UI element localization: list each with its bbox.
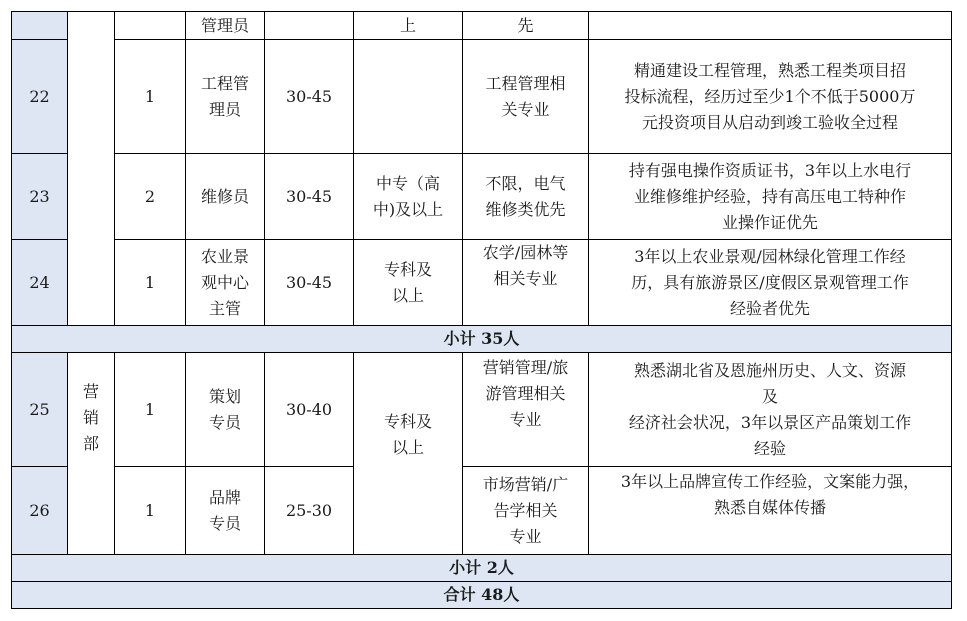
position-cell bbox=[186, 353, 265, 467]
department-char: 部 bbox=[82, 434, 99, 453]
education-line: 以上 bbox=[391, 438, 424, 457]
count-cell: 1 bbox=[115, 467, 186, 555]
position-line: 专员 bbox=[208, 412, 241, 432]
table-row bbox=[12, 240, 952, 326]
age-cell bbox=[265, 12, 354, 40]
position-line: 策划 bbox=[208, 386, 241, 406]
row-number-cell bbox=[12, 12, 68, 40]
education-cell bbox=[354, 40, 463, 154]
row-number-cell: 25 bbox=[12, 353, 68, 467]
major-line: 专业 bbox=[509, 526, 542, 546]
count-cell: 1 bbox=[115, 40, 186, 154]
major-line: 不限，电气 bbox=[485, 173, 566, 193]
education-cell bbox=[354, 353, 463, 555]
position-cell bbox=[186, 467, 265, 555]
requirement-line: 业操作证优先 bbox=[721, 212, 818, 232]
subtotal-cell: 小计 2人 bbox=[12, 555, 952, 582]
recruitment-table bbox=[11, 11, 952, 609]
table-row bbox=[12, 12, 952, 40]
major-cell bbox=[463, 40, 589, 154]
requirement-line: 3年以上农业景观/园林绿化管理工作经 bbox=[634, 246, 906, 266]
education-line: 以上 bbox=[391, 285, 424, 305]
requirement-line: 3年以上品牌宣传工作经验，文案能力强， bbox=[620, 472, 920, 491]
major-cell: 先 bbox=[463, 12, 589, 40]
major-line: 农学/园林等 bbox=[482, 243, 569, 262]
major-line: 相关专业 bbox=[493, 269, 558, 288]
major-line: 关专业 bbox=[501, 99, 550, 119]
requirements-cell bbox=[589, 154, 952, 240]
major-cell bbox=[463, 467, 589, 555]
major-line: 市场营销/广 bbox=[482, 474, 569, 494]
requirement-line: 经验 bbox=[753, 438, 786, 458]
count-cell: 1 bbox=[115, 240, 186, 326]
count-cell: 1 bbox=[115, 353, 186, 467]
row-number-cell: 24 bbox=[12, 240, 68, 326]
position-line: 专员 bbox=[208, 513, 241, 533]
age-cell: 25-30 bbox=[265, 467, 354, 555]
age-cell: 30-45 bbox=[265, 240, 354, 326]
table-row bbox=[12, 40, 952, 154]
education-cell bbox=[354, 154, 463, 240]
requirements-cell bbox=[589, 240, 952, 326]
subtotal-row bbox=[12, 326, 952, 353]
age-cell: 30-40 bbox=[265, 353, 354, 467]
requirement-line: 熟悉自媒体传播 bbox=[713, 498, 826, 517]
requirement-line: 经济社会状况，3年以景区产品策划工作 bbox=[628, 412, 912, 432]
major-cell bbox=[463, 353, 589, 467]
requirement-line: 持有强电操作资质证书，3年以上水电行 bbox=[628, 160, 912, 180]
major-line: 营销管理/旅 bbox=[482, 358, 569, 377]
table-row bbox=[12, 353, 952, 467]
requirements-cell bbox=[589, 12, 952, 40]
requirement-line: 元投资项目从启动到竣工验收全过程 bbox=[641, 112, 898, 132]
department-char: 营 bbox=[82, 382, 99, 401]
requirement-line: 业维修维护经验，持有高压电工特种作 bbox=[633, 186, 906, 206]
requirements-cell bbox=[589, 467, 952, 555]
position-line: 品牌 bbox=[208, 487, 241, 507]
education-line: 专科及 bbox=[383, 259, 432, 279]
position-line: 主管 bbox=[208, 298, 241, 318]
subtotal-row bbox=[12, 555, 952, 582]
position-line: 工程管 bbox=[200, 73, 249, 93]
requirement-line: 投标流程，经历过至少1个不低于5000万 bbox=[624, 86, 916, 106]
requirement-line: 熟悉湖北省及恩施州历史、人文、资源 bbox=[633, 360, 906, 380]
position-line: 理员 bbox=[208, 99, 241, 119]
education-line: 中)及以上 bbox=[372, 199, 444, 219]
major-cell bbox=[463, 240, 589, 326]
education-line: 中专（高 bbox=[375, 173, 440, 193]
position-cell bbox=[186, 40, 265, 154]
department-cell bbox=[68, 353, 115, 555]
major-line: 游管理相关 bbox=[485, 384, 566, 403]
major-line: 告学相关 bbox=[493, 500, 558, 520]
total-row bbox=[12, 582, 952, 609]
department-cell bbox=[68, 12, 115, 326]
row-number-cell: 23 bbox=[12, 154, 68, 240]
requirement-line: 经验者优先 bbox=[729, 298, 810, 318]
requirement-line: 精通建设工程管理，熟悉工程类项目招 bbox=[633, 60, 906, 80]
requirement-line: 及 bbox=[761, 386, 778, 406]
position-line: 农业景 bbox=[200, 246, 249, 266]
position-cell bbox=[186, 240, 265, 326]
requirements-cell bbox=[589, 353, 952, 467]
position-cell: 维修员 bbox=[186, 154, 265, 240]
department-char: 销 bbox=[82, 408, 99, 427]
education-cell: 上 bbox=[354, 12, 463, 40]
major-line: 专业 bbox=[509, 410, 542, 429]
total-cell: 合计 48人 bbox=[12, 582, 952, 609]
position-line: 观中心 bbox=[200, 272, 249, 292]
age-cell: 30-45 bbox=[265, 40, 354, 154]
education-line: 专科及 bbox=[383, 412, 432, 431]
requirements-cell bbox=[589, 40, 952, 154]
major-cell bbox=[463, 154, 589, 240]
row-number-cell: 26 bbox=[12, 467, 68, 555]
major-line: 维修类优先 bbox=[485, 199, 566, 219]
education-cell bbox=[354, 240, 463, 326]
major-line: 工程管理相 bbox=[485, 73, 566, 93]
position-cell: 管理员 bbox=[186, 12, 265, 40]
table-row bbox=[12, 154, 952, 240]
count-cell bbox=[115, 12, 186, 40]
age-cell: 30-45 bbox=[265, 154, 354, 240]
row-number-cell: 22 bbox=[12, 40, 68, 154]
count-cell: 2 bbox=[115, 154, 186, 240]
subtotal-cell: 小计 35人 bbox=[12, 326, 952, 353]
requirement-line: 历，具有旅游景区/度假区景观管理工作 bbox=[631, 272, 909, 292]
table-row bbox=[12, 467, 952, 555]
